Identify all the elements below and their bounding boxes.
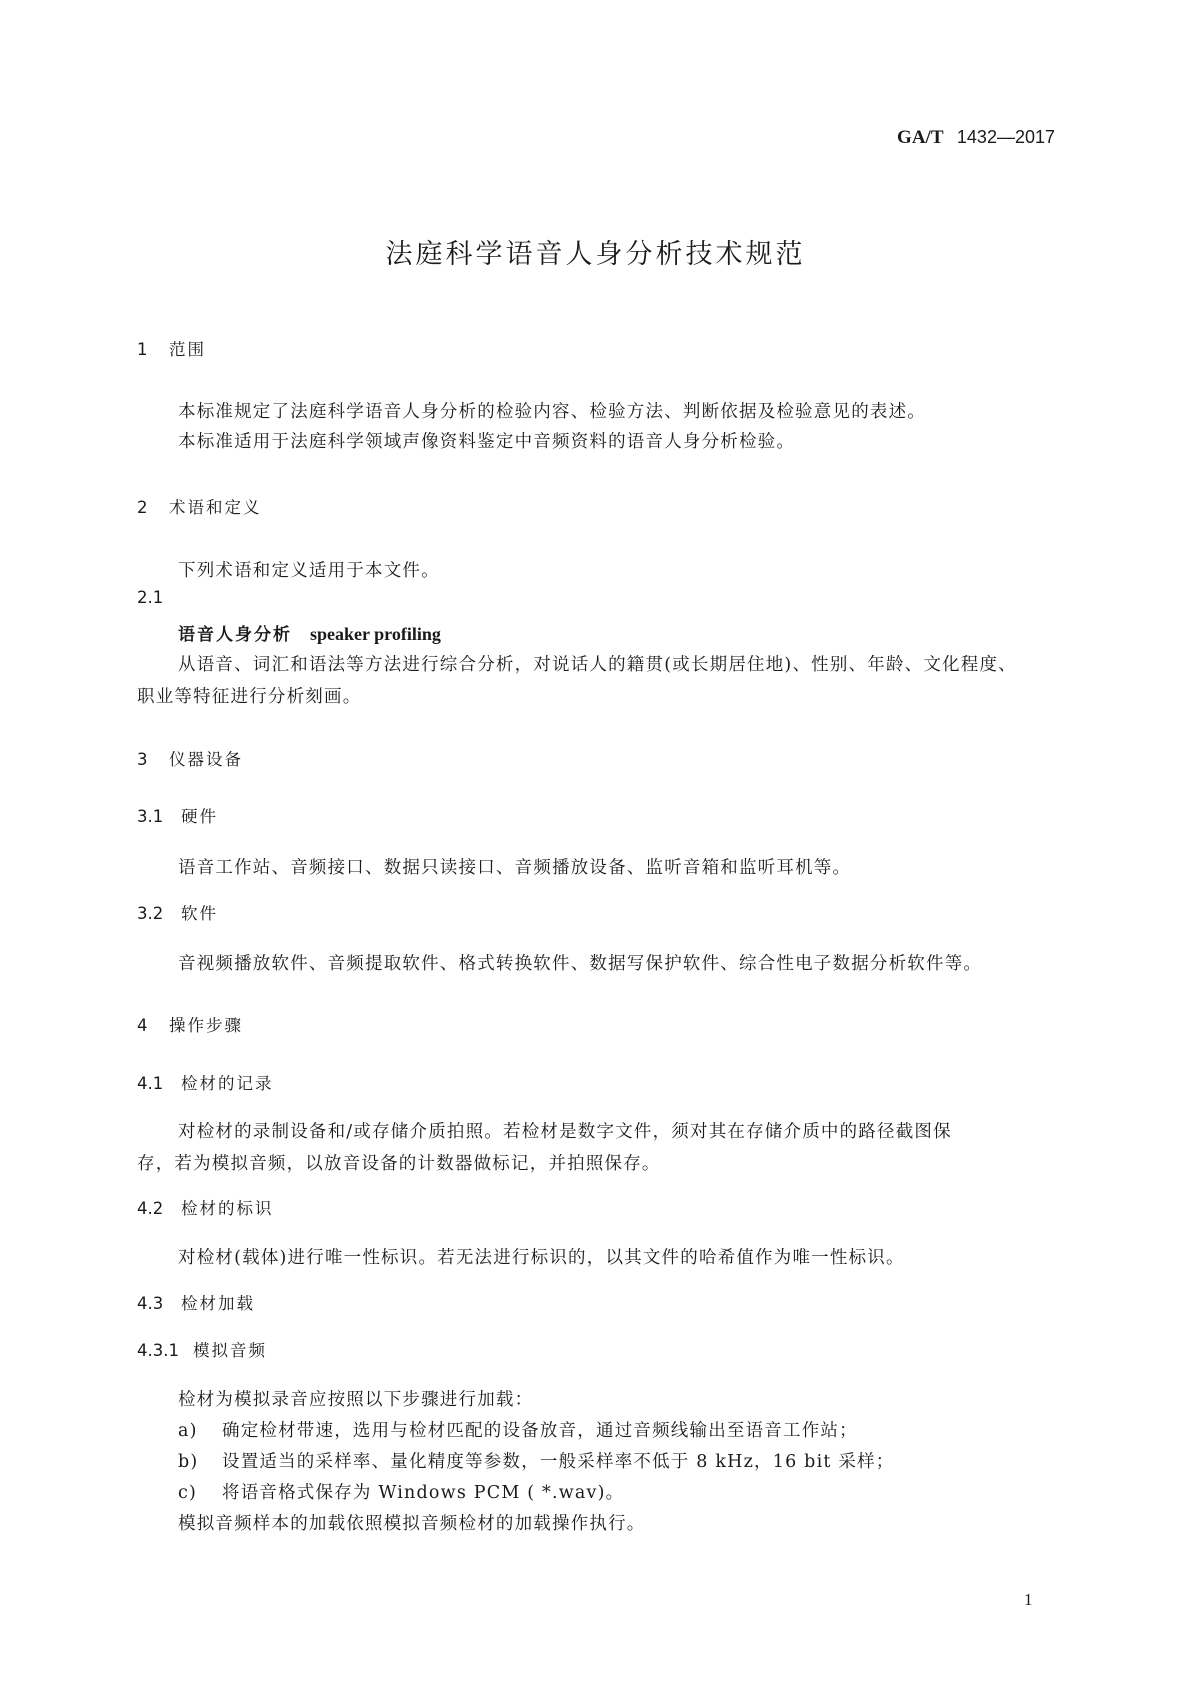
subsection-title: 硬件 [181,807,218,826]
paragraph: 本标准适用于法庭科学领域声像资料鉴定中音频资料的语音人身分析检验。 [178,432,796,452]
document-title: 法庭科学语音人身分析技术规范 [385,239,806,270]
subsection-title: 模拟音频 [193,1341,267,1360]
section-title: 术语和定义 [169,498,262,517]
subsection-number: 4.3.1 [137,1341,179,1360]
list-text: 确定检材带速，选用与检材匹配的设备放音，通过音频线输出至语音工作站； [222,1421,858,1441]
section-2-heading [137,494,262,518]
paragraph: 对检材的录制设备和/或存储介质拍照。若检材是数字文件，须对其在存储介质中的路径截图保 [178,1122,952,1142]
subsection-title: 检材的记录 [181,1074,274,1093]
subsection-title: 软件 [181,904,218,923]
subsection-number: 4.3 [137,1294,164,1313]
term-number: 2.1 [137,588,164,607]
subsection-number: 4.2 [137,1199,164,1218]
subsection-3-2-heading [137,900,218,924]
paragraph: 本标准规定了法庭科学语音人身分析的检验内容、检验方法、判断依据及检验意见的表述。 [178,402,926,422]
list-intro: 检材为模拟录音应按照以下步骤进行加载： [178,1390,534,1410]
list-item [178,1448,894,1473]
list-item [178,1479,624,1504]
section-number: 1 [137,340,148,359]
term-definition-cont: 职业等特征进行分析刻画。 [137,687,362,707]
section-title: 仪器设备 [169,750,243,769]
subsection-3-1-heading [137,803,218,827]
list-marker: a) [178,1421,198,1441]
list-marker: b) [178,1452,199,1472]
subsection-4-1-heading [137,1070,274,1094]
term-entry [178,620,441,645]
subsection-number: 3.2 [137,904,164,923]
paragraph: 音视频播放软件、音频提取软件、格式转换软件、数据写保护软件、综合性电子数据分析软件等。 [178,954,983,974]
section-number: 4 [137,1016,148,1035]
list-marker: c) [178,1483,198,1503]
paragraph: 下列术语和定义适用于本文件。 [178,561,440,581]
subsection-4-3-heading [137,1290,255,1314]
standard-number: 1432—2017 [956,127,1055,147]
list-text: 将语音格式保存为 Windows PCM ( *.wav)。 [222,1483,625,1503]
subsection-title: 检材的标识 [181,1199,274,1218]
page-number: 1 [1024,1590,1033,1609]
term-chinese: 语音人身分析 [178,625,292,645]
term-definition: 从语音、词汇和语法等方法进行综合分析，对说话人的籍贯(或长期居住地)、性别、年龄、文化程度、 [178,655,1017,675]
subsection-number: 3.1 [137,807,164,826]
standard-prefix: GA/T [897,127,944,148]
subsection-number: 4.1 [137,1074,164,1093]
paragraph: 对检材(载体)进行唯一性标识。若无法进行标识的，以其文件的哈希值作为唯一性标识。 [178,1248,905,1268]
section-number: 3 [137,750,148,769]
section-3-heading [137,746,243,770]
section-number: 2 [137,498,148,517]
section-1-heading [137,336,206,360]
paragraph: 语音工作站、音频接口、数据只读接口、音频播放设备、监听音箱和监听耳机等。 [178,858,852,878]
term-english: speaker profiling [310,624,441,644]
paragraph: 模拟音频样本的加载依照模拟音频检材的加载操作执行。 [178,1514,646,1534]
paragraph-cont: 存，若为模拟音频，以放音设备的计数器做标记，并拍照保存。 [137,1154,661,1174]
subsection-title: 检材加载 [181,1294,255,1313]
subsection-4-3-1-heading [137,1337,267,1361]
list-item [178,1417,858,1442]
subsection-4-2-heading [137,1195,274,1219]
standard-code [897,127,1055,149]
section-title: 范围 [169,340,206,359]
section-title: 操作步骤 [169,1016,243,1035]
list-text: 设置适当的采样率、量化精度等参数，一般采样率不低于 8 kHz，16 bit 采样； [222,1452,895,1472]
section-4-heading [137,1012,243,1036]
